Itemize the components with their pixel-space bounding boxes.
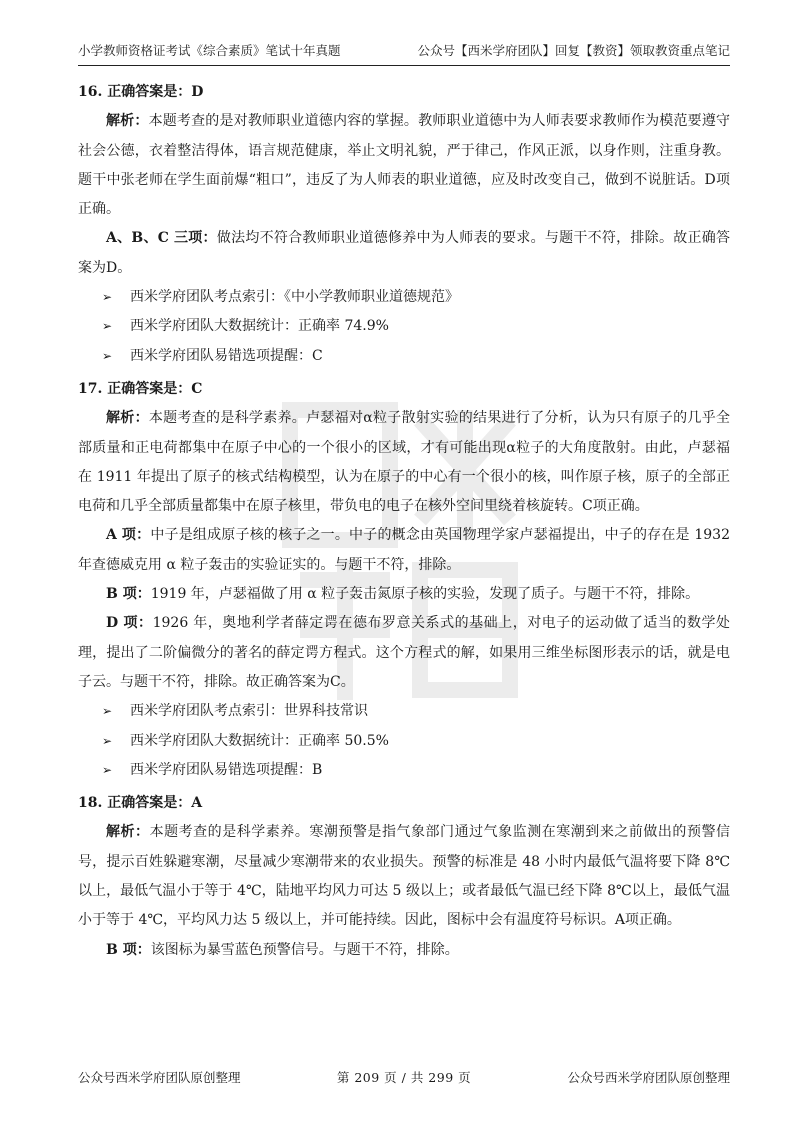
answer-content [78,78,730,965]
q17-a-text: 中子是组成原子核的核子之一。中子的概念由英国物理学家卢瑟福提出，中子的存在是 1932 年查德威克用 α 粒子轰击的实验证实的。与题干不符，排除。 [78,527,730,573]
arrow-bullet-icon: ➢ [102,319,113,334]
q17-option-d [78,609,730,697]
q17-bullet-text: 西米学府团队大数据统计：正确率 50.5% [130,732,389,749]
arrow-bullet-icon: ➢ [102,704,113,719]
q17-answer-heading: 17. 正确答案是：C [78,380,203,397]
arrow-bullet-icon: ➢ [102,290,113,305]
q16-abc-label: A、B、C 三项： [106,230,217,247]
footer-left: 公众号西米学府团队原创整理 [78,1070,241,1085]
q17-analysis-label: 解析： [106,410,149,427]
page-footer [78,1068,730,1086]
q16-analysis [78,107,730,224]
q18-option-b [78,936,730,965]
q18-analysis-text: 本题考查的是科学素养。寒潮预警是指气象部门通过气象监测在寒潮到来之前做出的预警信号，提示百姓躲避寒潮，尽量减少寒潮带来的农业损失。预警的标准是 48 小时内最低气温将要下降 8℃以上，最低气温小于等于 4℃，陆地平均风力可达 5 级以上；或者最低气温已经下降 8℃以上，最低气温小于等于 4℃，平均风力达 5 级以上，并可能持续。因此，图标中会有温度符号标识。A项正确。 [78,824,731,929]
page-header [78,38,730,66]
q17-option-a [78,521,730,580]
q16-bullet-text: 西米学府团队易错选项提醒：C [130,347,323,364]
q17-bullet-hint [78,756,730,785]
q17-b-label: B 项： [106,586,151,603]
q16-abc-option [78,224,730,283]
q16-answer-heading: 16. 正确答案是：D [78,84,204,100]
q18-answer-heading: 18. 正确答案是：A [78,795,203,812]
q18-b-text: 该图标为暴雪蓝色预警信号。与题干不符，排除。 [150,941,459,958]
q18-analysis-label: 解析： [106,824,150,841]
q17-option-b [78,580,730,609]
arrow-bullet-icon: ➢ [102,762,113,777]
footer-right: 公众号西米学府团队原创整理 [567,1070,730,1085]
header-title: 小学教师资格证考试《综合素质》笔试十年真题 [78,43,341,58]
q16-analysis-label: 解析： [106,113,149,130]
q16-bullet-text: 西米学府团队考点索引：《中小学教师职业道德规范》 [130,289,459,306]
q17-bullet-text: 西米学府团队易错选项提醒：B [130,761,323,778]
q16-bullet-stats [78,312,730,341]
q17-bullet-stats [78,727,730,756]
q17-a-label: A 项： [106,527,151,544]
q17-analysis [78,404,730,521]
q17-b-text: 1919 年，卢瑟福做了用 α 粒子轰击氮原子核的实验，发现了质子。与题干不符，排除。 [150,586,700,603]
q17-bullet-index [78,697,730,726]
page-number: 第 209 页 / 共 299 页 [336,1070,472,1085]
q17-bullet-text: 西米学府团队考点索引：世界科技常识 [130,703,368,720]
q18-analysis [78,818,730,935]
q16-analysis-text: 本题考查的是对教师职业道德内容的掌握。教师职业道德中为人师表要求教师作为模范要遵守社会公德，衣着整洁得体，语言规范健康，举止文明礼貌，严于律己，作风正派，以身作则，注重身教。题干中张老师在学生面前爆“粗口”，违反了为人师表的职业道德，应及时改变自己，做到不说脏话。D项正确。 [78,113,731,218]
q17-d-label: D 项： [106,615,153,632]
arrow-bullet-icon: ➢ [102,348,113,363]
q18-b-label: B 项： [106,941,151,958]
header-promo: 公众号【西米学府团队】回复【教资】领取教资重点笔记 [417,43,730,58]
q17-analysis-text: 本题考查的是科学素养。卢瑟福对α粒子散射实验的结果进行了分析，认为只有原子的几乎全部质量和正电荷都集中在原子中心的一个很小的区域，才有可能出现α粒子的大角度散射。由此，卢瑟福在 1911 年提出了原子的核式结构模型，认为在原子的中心有一个很小的核，叫作原子核，原子的全部正电荷和几乎全部质量都集中在原子核里，带负电的电子在核外空间里绕着核旋转。C项正确。 [78,410,731,515]
q16-bullet-hint [78,342,730,371]
q16-abc-text: 做法均不符合教师职业道德修养中为人师表的要求。与题干不符，排除。故正确答案为D。 [78,230,730,276]
arrow-bullet-icon: ➢ [102,733,113,748]
q16-bullet-text: 西米学府团队大数据统计：正确率 74.9% [130,318,389,335]
q17-d-text: 1926 年，奥地利学者薛定谔在德布罗意关系式的基础上，对电子的运动做了适当的数学处理，提出了二阶偏微分的著名的薛定谔方程式。这个方程式的解，如果用三维坐标图形表示的话，就是电子云。与题干不符，排除。故正确答案为C。 [78,615,731,690]
q16-bullet-index [78,283,730,312]
